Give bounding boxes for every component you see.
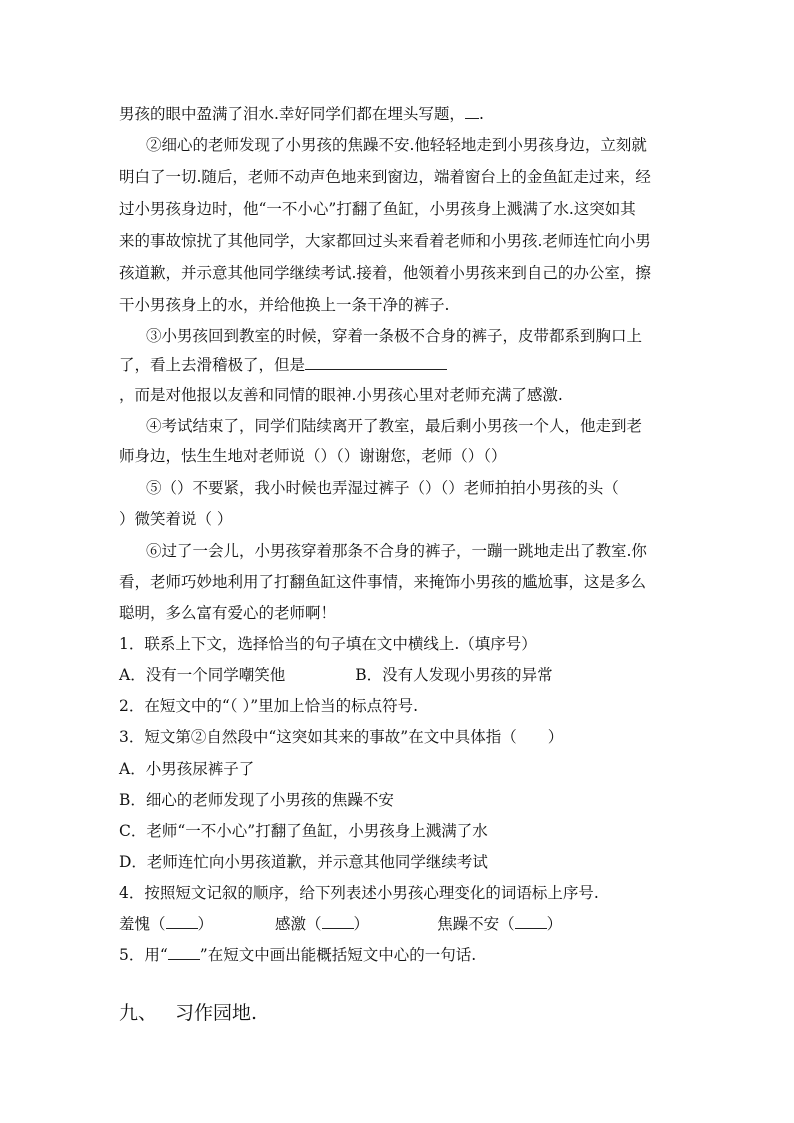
paragraph-5-line: ⑤（）不要紧，我小时候也弄湿过裤子（）（）老师拍拍小男孩的头（ — [146, 479, 619, 497]
paragraph-3-line: ，而是对他报以友善和同情的眼神.小男孩心里对老师充满了感激. — [119, 386, 563, 404]
question-3-option-b[interactable]: B．细心的老师发现了小男孩的焦躁不安 — [119, 791, 394, 809]
question-3-option-c[interactable]: C．老师“一不小心”打翻了鱼缸，小男孩身上溅满了水 — [119, 822, 488, 840]
paragraph-4-line: 师身边，怯生生地对老师说（）（）谢谢您，老师（）（） — [119, 447, 507, 465]
paragraph-2-line: 干小男孩身上的水，并给他换上一条干净的裤子. — [119, 296, 450, 314]
paragraph-6-line: 看，老师巧妙地利用了打翻鱼缸这件事情，来掩饰小男孩的尴尬事，这是多么 — [119, 573, 647, 591]
paragraph-3-line: ③小男孩回到教室的时候，穿着一条极不合身的裤子，皮带都系到胸口上 — [146, 327, 643, 345]
paragraph-2-line: 过小男孩身边时，他“一不小心”打翻了鱼缸，小男孩身上溅满了水.这突如其 — [119, 200, 636, 218]
option-a[interactable]: A．没有一个同学嘲笑他 — [119, 666, 286, 684]
passage-line: 男孩的眼中盈满了泪水.幸好同学们都在埋头写题， . — [119, 105, 484, 123]
paragraph-4-line: ④考试结束了，同学们陆续离开了教室，最后剩小男孩一个人，他走到老 — [146, 417, 643, 435]
order-blank[interactable] — [322, 914, 354, 929]
order-blank[interactable] — [515, 914, 547, 929]
paragraph-6-line: 聪明，多么富有爱心的老师啊！ — [119, 604, 337, 622]
paragraph-2-line: 孩道歉，并示意其他同学继续考试.接着，他领着小男孩来到自己的办公室，擦 — [119, 264, 651, 282]
question-4-words: 羞愧（ ） 感激（ ） 焦躁不安（ ） — [119, 915, 563, 933]
paragraph-2-line: 明白了一切.随后，老师不动声色地来到窗边，端着窗台上的金鱼缸走过来，经 — [119, 168, 651, 186]
section-number: 九、 — [119, 1002, 158, 1024]
question-3-option-a[interactable]: A．小男孩尿裤子了 — [119, 760, 255, 778]
paragraph-6-line: ⑥过了一会儿，小男孩穿着那条不合身的裤子，一蹦一跳地走出了教室.你 — [146, 542, 647, 560]
section-heading — [119, 1000, 257, 1026]
paragraph-3-line: 了，看上去滑稽极了，但是 — [119, 354, 679, 376]
answer-blank-long[interactable] — [305, 355, 447, 370]
answer-blank[interactable] — [465, 104, 479, 119]
question-3: 3．短文第②自然段中“这突如其来的事故”在文中具体指（ ） — [119, 728, 564, 746]
order-blank[interactable] — [166, 914, 198, 929]
question-3-option-d[interactable]: D．老师连忙向小男孩道歉，并示意其他同学继续考试 — [119, 853, 488, 871]
paragraph-5-line: ）微笑着说（ ） — [119, 510, 233, 528]
question-2: 2．在短文中的“（ ）”里加上恰当的标点符号. — [119, 697, 419, 715]
option-b[interactable]: B．没有人发现小男孩的异常 — [355, 666, 553, 684]
section-title: 习作园地. — [175, 1002, 258, 1024]
paragraph-2-line: ②细心的老师发现了小男孩的焦躁不安.他轻轻地走到小男孩身边，立刻就 — [146, 136, 647, 154]
underline-mark — [168, 945, 200, 960]
question-1-options — [119, 664, 679, 686]
question-1: 1．联系上下文，选择恰当的句子填在文中横线上.（填序号） — [119, 635, 537, 653]
question-5: 5．用“ ”在短文中画出能概括短文中心的一句话. — [119, 946, 477, 964]
paragraph-2-line: 来的事故惊扰了其他同学，大家都回过头来看着老师和小男孩.老师连忙向小男 — [119, 232, 651, 250]
question-4: 4．按照短文记叙的顺序，给下列表述小男孩心理变化的词语标上序号. — [119, 884, 599, 902]
